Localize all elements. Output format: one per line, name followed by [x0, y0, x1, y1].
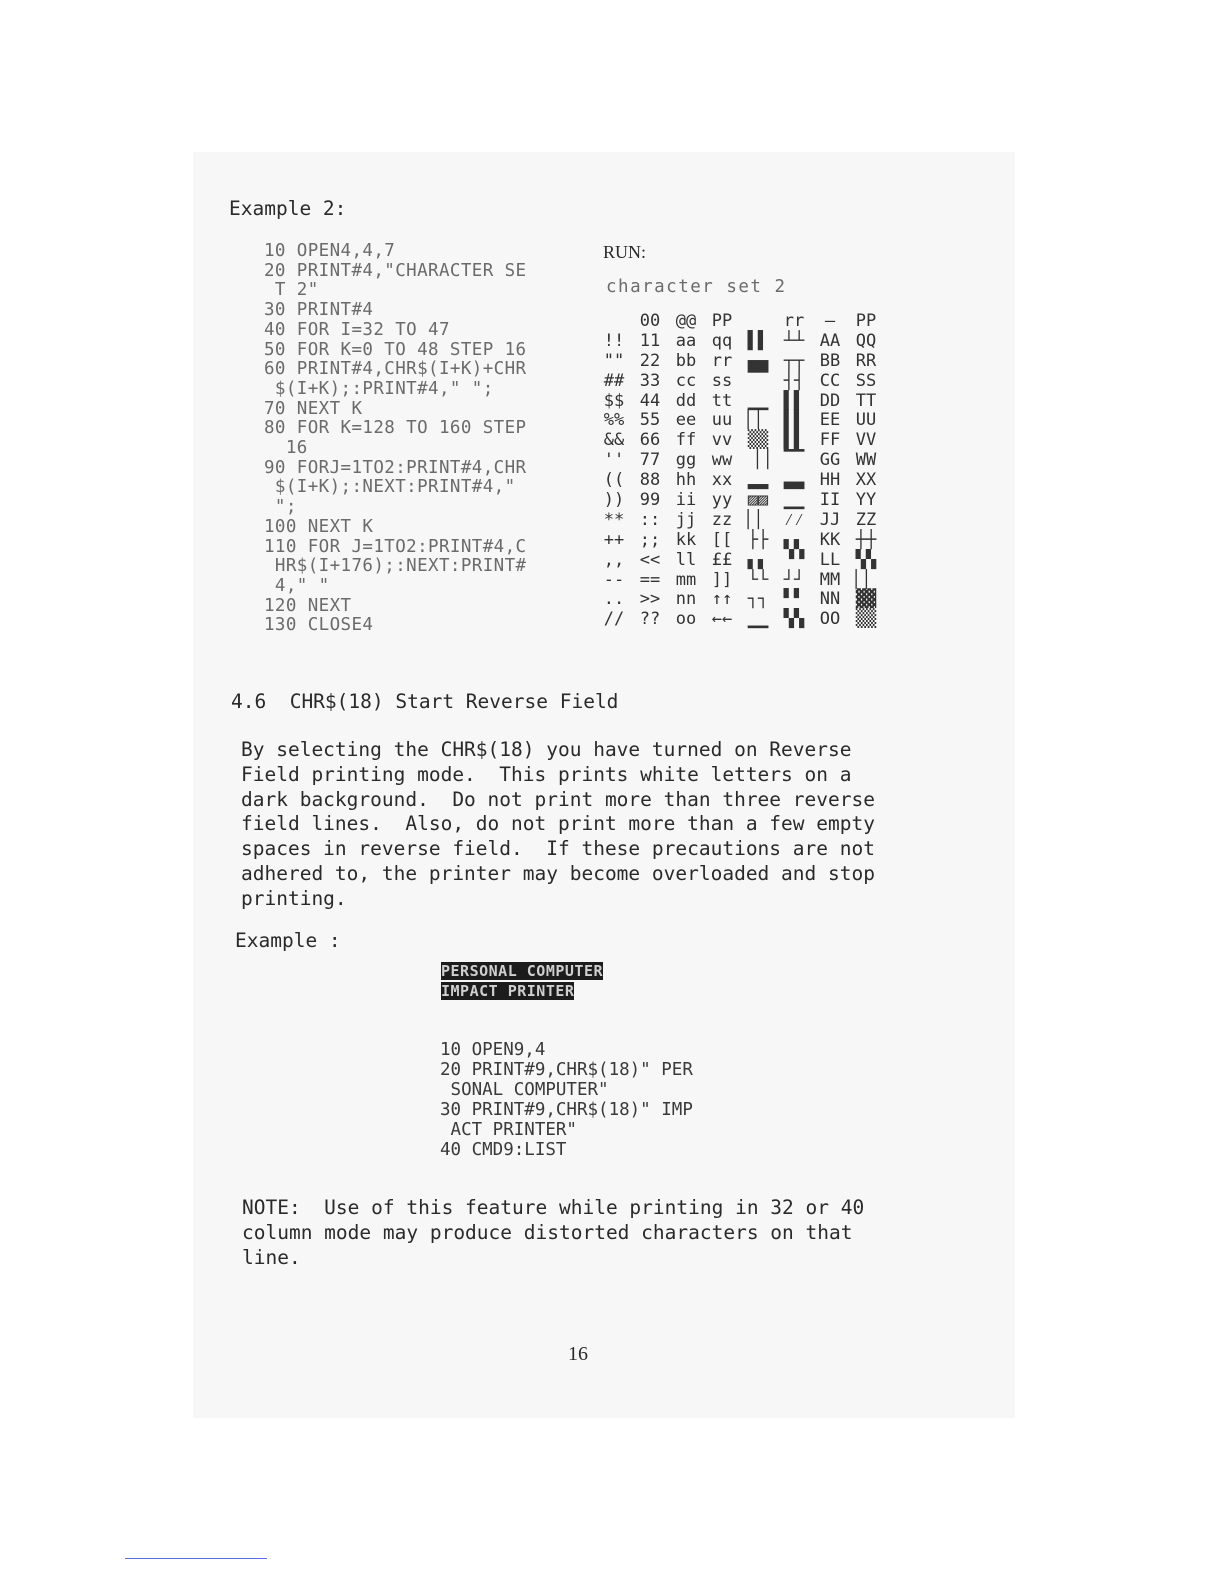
listing-line: 30 PRINT#9,CHR$(18)" IMP — [440, 1100, 693, 1120]
charset-row — [596, 491, 884, 511]
charset-cell: ee — [675, 410, 697, 431]
charset-cell: @@ — [675, 311, 697, 331]
charset-cell: ff — [675, 430, 697, 451]
charset-cell: PP — [855, 311, 877, 331]
charset-cell: TT — [855, 390, 877, 411]
charset-cell: VV — [855, 430, 877, 451]
charset-cell: ▌▌ — [783, 410, 805, 431]
listing-line: T 2" — [264, 280, 319, 301]
charset-cell: ▕▕ — [747, 450, 769, 471]
charset-cell: ▁▁ — [747, 390, 769, 411]
charset-cell: oo — [675, 609, 697, 630]
charset-cell: ▖▖ — [747, 549, 769, 570]
charset-cell: ▏▏ — [855, 569, 877, 590]
charset-cell: ll — [675, 549, 697, 570]
charset-cell: CC — [819, 370, 841, 391]
charset-cell: ←← — [711, 609, 733, 630]
charset-cell: ┴┴ — [783, 330, 805, 351]
charset-cell: YY — [855, 490, 877, 511]
charset-row — [596, 411, 884, 431]
charset-cell: !! — [603, 330, 625, 351]
charset-cell: └└ — [747, 569, 769, 590]
example-2-label: Example 2: — [229, 197, 347, 220]
character-set-table — [596, 312, 884, 630]
charset-cell: ▃▃ — [783, 470, 805, 491]
charset-cell: ?? — [639, 609, 661, 630]
charset-cell: jj — [675, 509, 697, 530]
charset-cell: gg — [675, 450, 697, 471]
charset-cell: ┼┼ — [855, 529, 877, 550]
charset-cell: :: — [639, 509, 661, 530]
charset-cell: 11 — [639, 330, 661, 351]
reverse-field-line-1: PERSONAL COMPUTER — [441, 962, 604, 980]
charset-cell: ▏▏ — [747, 410, 769, 431]
note-paragraph: NOTE: Use of this feature while printing in 32 or 40 column mode may produce distorted characters on that line. — [242, 1196, 865, 1269]
charset-cell: ├├ — [747, 529, 769, 550]
charset-cell: ▔▔ — [747, 370, 769, 391]
charset-cell: ++ — [603, 529, 625, 550]
charset-cell: ┐┐ — [747, 589, 769, 610]
charset-cell: nn — [675, 589, 697, 610]
listing-line: 40 CMD9:LIST — [440, 1140, 567, 1160]
charset-cell: ZZ — [855, 509, 877, 530]
charset-cell: %% — [603, 410, 625, 431]
charset-cell: ** — [603, 509, 625, 530]
charset-cell: XX — [855, 470, 877, 491]
charset-cell: KK — [819, 529, 841, 550]
charset-cell: vv — [711, 430, 733, 451]
charset-cell: II — [819, 490, 841, 511]
charset-cell: 99 — [639, 490, 661, 511]
charset-cell: ▚▚ — [783, 609, 805, 630]
charset-row — [596, 571, 884, 591]
charset-cell: // — [603, 609, 625, 630]
charset-cell: RR — [855, 350, 877, 371]
charset-cell: aa — [675, 330, 697, 351]
program-listing-2 — [440, 1040, 693, 1160]
charset-cell: ]] — [711, 569, 733, 590]
charset-cell: == — [639, 569, 661, 590]
charset-cell: xx — [711, 470, 733, 491]
charset-cell: ▁▁ — [747, 609, 769, 630]
charset-row — [596, 372, 884, 392]
charset-cell: GG — [819, 450, 841, 471]
charset-title: character set 2 — [606, 277, 787, 297]
charset-cell: WW — [855, 450, 877, 471]
charset-cell: ┤┤ — [783, 370, 805, 391]
charset-cell: EE — [819, 410, 841, 431]
charset-cell: [[ — [711, 529, 733, 550]
charset-cell: qq — [711, 330, 733, 351]
listing-line: 100 NEXT K — [264, 516, 374, 537]
charset-cell: ↑↑ — [711, 589, 733, 610]
charset-cell: BB — [819, 350, 841, 371]
listing-line: 110 FOR J=1TO2:PRINT#4,C — [264, 536, 527, 557]
example-label: Example : — [235, 929, 341, 952]
charset-cell: ▌▌ — [783, 390, 805, 411]
body-paragraph: By selecting the CHR$(18) you have turned on Reverse Field printing mode. This prints white letters on a dark background. Do not print more than three reverse field lines. Also, do not print more than a few empty spaces in reverse field. If these precautions are not adhered to, the printer may become overloaded and stop printing. — [241, 738, 875, 910]
charset-cell: >> — [639, 589, 661, 610]
charset-cell: PP — [711, 311, 733, 331]
charset-cell: OO — [819, 609, 841, 630]
charset-cell: ▏▏ — [747, 509, 769, 530]
charset-row — [596, 431, 884, 451]
charset-cell: AA — [819, 330, 841, 351]
charset-cell: ⁄⁄ — [783, 509, 805, 530]
charset-cell: rr — [711, 350, 733, 371]
listing-line: 10 OPEN9,4 — [440, 1040, 546, 1060]
charset-cell: dd — [675, 390, 697, 411]
listing-line: 20 PRINT#4,"CHARACTER SE — [264, 260, 527, 281]
charset-cell: ▘▘ — [783, 589, 805, 610]
listing-line: 30 PRINT#4 — [264, 300, 374, 321]
charset-cell: ss — [711, 370, 733, 391]
charset-cell: cc — [675, 370, 697, 391]
listing-line: HR$(I+176);:NEXT:PRINT# — [264, 556, 527, 577]
charset-cell: UU — [855, 410, 877, 431]
charset-cell: FF — [819, 430, 841, 451]
charset-row — [596, 610, 884, 630]
listing-line: 20 PRINT#9,CHR$(18)" PER — [440, 1060, 693, 1080]
listing-line: 80 FOR K=128 TO 160 STEP — [264, 418, 527, 439]
charset-cell: SS — [855, 370, 877, 391]
listing-line: $(I+K);:NEXT:PRINT#4," — [264, 477, 516, 498]
charset-cell: 00 — [639, 311, 661, 331]
charset-cell: mm — [675, 569, 697, 590]
charset-cell: ## — [603, 370, 625, 391]
charset-row — [596, 332, 884, 352]
charset-cell: QQ — [855, 330, 877, 351]
listing-line: 60 PRINT#4,CHR$(I+K)+CHR — [264, 359, 527, 380]
charset-row — [596, 352, 884, 372]
listing-line: 4," " — [264, 575, 330, 596]
charset-cell: zz — [711, 509, 733, 530]
listing-line: "; — [264, 497, 297, 518]
charset-cell: ww — [711, 450, 733, 471]
charset-cell: 22 — [639, 350, 661, 371]
listing-line: 40 FOR I=32 TO 47 — [264, 319, 450, 340]
listing-line: SONAL COMPUTER" — [440, 1080, 609, 1100]
program-listing-1 — [264, 242, 526, 636]
charset-row — [596, 590, 884, 610]
charset-cell: ▚▚ — [855, 549, 877, 570]
charset-cell — [596, 312, 632, 332]
charset-cell: bb — [675, 350, 697, 371]
charset-cell: 88 — [639, 470, 661, 491]
charset-cell: LL — [819, 549, 841, 570]
section-heading: 4.6 CHR$(18) Start Reverse Field — [231, 690, 619, 713]
charset-cell: $$ — [603, 390, 625, 411]
charset-row — [596, 551, 884, 571]
charset-cell: HH — [819, 470, 841, 491]
listing-line: 130 CLOSE4 — [264, 615, 374, 636]
charset-cell: "" — [603, 350, 625, 371]
listing-line: 50 FOR K=0 TO 48 STEP 16 — [264, 339, 527, 360]
charset-cell: 44 — [639, 390, 661, 411]
charset-cell: 55 — [639, 410, 661, 431]
listing-line: 16 — [264, 438, 308, 459]
charset-cell: uu — [711, 410, 733, 431]
charset-cell: rr — [783, 311, 805, 331]
charset-cell: — — [824, 311, 836, 331]
charset-row — [596, 471, 884, 491]
charset-cell: << — [639, 549, 661, 570]
charset-row — [596, 451, 884, 471]
charset-cell — [740, 312, 776, 332]
charset-cell: ▁▁ — [783, 490, 805, 511]
charset-cell: hh — [675, 470, 697, 491]
charset-cell: ▂▂ — [747, 470, 769, 491]
charset-cell: tt — [711, 390, 733, 411]
charset-cell: )) — [603, 490, 625, 511]
charset-cell: '' — [603, 450, 625, 471]
charset-cell: ▌▌ — [747, 330, 769, 351]
charset-cell: .. — [603, 589, 625, 610]
charset-cell: ;; — [639, 529, 661, 550]
charset-cell: NN — [819, 589, 841, 610]
charset-cell: ▒▒ — [747, 430, 769, 451]
charset-cell: ▄▄ — [747, 350, 769, 371]
charset-cell: ┘┘ — [783, 569, 805, 590]
charset-row — [596, 511, 884, 531]
charset-cell: MM — [819, 569, 841, 590]
charset-cell: ii — [675, 490, 697, 511]
charset-cell: 77 — [639, 450, 661, 471]
charset-row — [596, 312, 884, 332]
charset-cell: 33 — [639, 370, 661, 391]
listing-line: ACT PRINTER" — [440, 1120, 577, 1140]
listing-line: $(I+K);:PRINT#4," "; — [264, 378, 494, 399]
listing-line: 70 NEXT K — [264, 398, 363, 419]
charset-cell: ┬┬ — [783, 350, 805, 371]
charset-cell: DD — [819, 390, 841, 411]
charset-cell: ▌▌ — [783, 430, 805, 451]
charset-cell: ££ — [711, 549, 733, 570]
charset-cell: (( — [603, 470, 625, 491]
charset-cell: ▖▖ — [783, 529, 805, 550]
page-number: 16 — [568, 1343, 588, 1365]
charset-cell: yy — [711, 490, 733, 511]
charset-cell: ▒▒ — [855, 609, 877, 630]
charset-cell: -- — [603, 569, 625, 590]
run-label: RUN: — [603, 242, 647, 262]
charset-cell: ,, — [603, 549, 625, 570]
charset-cell: ▓▓ — [855, 589, 877, 610]
charset-cell: JJ — [819, 509, 841, 530]
charset-cell: ▨▨ — [747, 490, 769, 511]
charset-row — [596, 392, 884, 412]
charset-cell: ▔▔ — [783, 450, 805, 471]
listing-line: 10 OPEN4,4,7 — [264, 241, 396, 261]
charset-row — [596, 531, 884, 551]
charset-cell: && — [603, 430, 625, 451]
footnote-rule — [125, 1558, 267, 1559]
listing-line: 120 NEXT — [264, 595, 352, 616]
reverse-field-line-2: IMPACT PRINTER — [441, 982, 575, 1000]
charset-cell: kk — [675, 529, 697, 550]
listing-line: 90 FORJ=1TO2:PRINT#4,CHR — [264, 457, 527, 478]
charset-cell: 66 — [639, 430, 661, 451]
charset-cell: ▝▝ — [783, 549, 805, 570]
